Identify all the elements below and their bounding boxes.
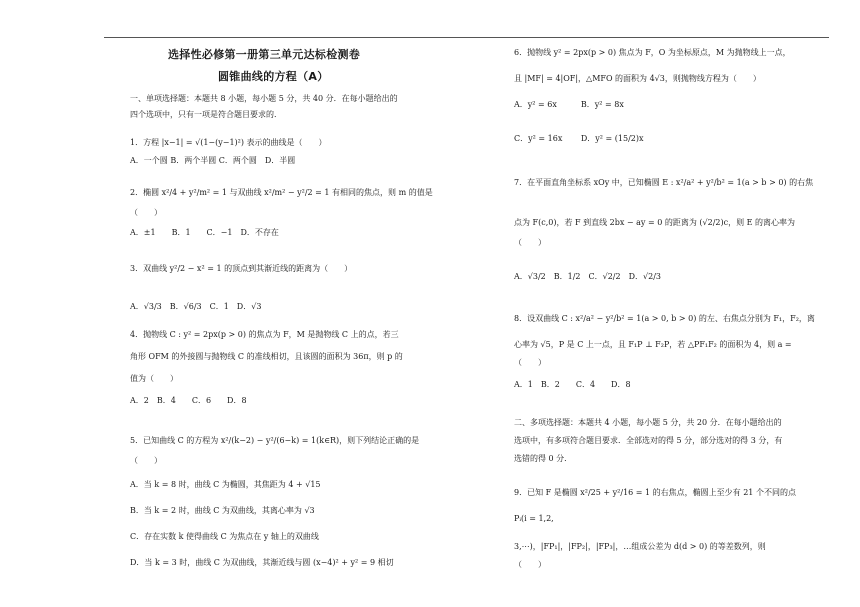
question-5-option-a: A．当 k = 8 时，曲线 C 为椭圆，其焦距为 4 + √15 <box>130 480 321 489</box>
question-6: 6．抛物线 y² = 2px(p > 0) 焦点为 F，O 为坐标原点，M 为抛物线上一点， <box>514 48 791 57</box>
question-8: 8．设双曲线 C : x²/a² − y²/b² = 1(a > 0, b > 0) 的左、右焦点分别为 F₁，F₂，离 <box>514 314 815 323</box>
exam-title: 选择性必修第一册第三单元达标检测卷 <box>168 48 361 61</box>
exam-subtitle: 圆锥曲线的方程（A） <box>218 70 329 83</box>
question-5-option-b: B．当 k = 2 时，曲线 C 为双曲线，其离心率为 √3 <box>130 506 315 515</box>
question-4-cont: 角形 OFM 的外接圆与抛物线 C 的准线相切，且该圆的面积为 36π，则 p 的 <box>130 352 403 361</box>
section-2-heading-cont: 选项中，有多项符合题目要求．全部选对的得 5 分，部分选对的得 3 分，有 <box>514 436 783 445</box>
question-1-options: A．一个圆 B．两个半圆 C．两个圆 D．半圆 <box>130 156 296 165</box>
question-2: 2．椭圆 x²/4 + y²/m² = 1 与双曲线 x²/m² − y²/2 = 1 有相同的焦点，则 m 的值是 <box>130 188 433 197</box>
question-4-value: 值为（ ） <box>130 374 178 383</box>
section-1-heading: 一、单项选择题：本题共 8 小题，每小题 5 分，共 40 分．在每小题给出的 <box>130 94 398 103</box>
question-2-paren: （ ） <box>130 208 162 217</box>
top-rule <box>104 37 829 38</box>
question-7-options: A．√3/2 B．1/2 C．√2/2 D．√2/3 <box>514 272 661 281</box>
question-5-option-d: D．当 k = 3 时，曲线 C 为双曲线，其渐近线与圆 (x−4)² + y² = 9 相切 <box>130 558 394 567</box>
question-9-point: Pᵢ(i = 1,2, <box>514 514 554 523</box>
question-8-cont: 心率为 √5，P 是 C 上一点，且 F₁P ⊥ F₂P，若 △PF₁F₂ 的面积为 4，则 a = <box>514 340 792 349</box>
section-1-heading-cont: 四个选项中，只有一项是符合题目要求的． <box>130 110 282 119</box>
question-4: 4．抛物线 C : y² = 2px(p > 0) 的焦点为 F，M 是抛物线 C 上的点，若三 <box>130 330 399 339</box>
question-3: 3．双曲线 y²/2 − x² = 1 的顶点到其渐近线的距离为（ ） <box>130 264 353 273</box>
question-9-paren: （ ） <box>514 560 546 569</box>
section-2-heading: 二、多项选择题：本题共 4 小题，每小题 5 分，共 20 分．在每小题给出的 <box>514 418 782 427</box>
question-9: 9．已知 F 是椭圆 x²/25 + y²/16 = 1 的右焦点，椭圆上至少有 21 个不同的点 <box>514 488 796 497</box>
question-6-options-cd: C．y² = 16x D．y² = (15/2)x <box>514 134 644 143</box>
question-7: 7．在平面直角坐标系 xOy 中，已知椭圆 E : x²/a² + y²/b² = 1(a > b > 0) 的右焦 <box>514 178 814 187</box>
question-8-paren: （ ） <box>514 358 546 367</box>
question-6-options-ab: A．y² = 6x B．y² = 8x <box>514 100 624 109</box>
question-9-cont: 3,⋯)，|FP₁|，|FP₂|，|FP₃|，…组成公差为 d(d > 0) 的等差数列，则 <box>514 542 766 551</box>
question-2-options: A．±1 B．1 C．−1 D．不存在 <box>130 228 279 237</box>
question-5: 5．已知曲线 C 的方程为 x²/(k−2) − y²/(6−k) = 1(k∈R)，则下列结论正确的是 <box>130 436 420 445</box>
question-3-options: A．√3/3 B．√6/3 C．1 D．√3 <box>130 302 262 311</box>
question-4-options: A．2 B．4 C．6 D．8 <box>130 396 247 405</box>
question-5-paren: （ ） <box>130 456 162 465</box>
question-7-paren: （ ） <box>514 238 546 247</box>
question-7-cont: 点为 F(c,0)，若 F 到直线 2bx − ay = 0 的距离为 (√2/2)c，则 E 的离心率为 <box>514 218 796 227</box>
question-6-cont: 且 |MF| = 4|OF|，△MFO 的面积为 4√3，则抛物线方程为（ ） <box>514 74 761 83</box>
question-8-options: A．1 B．2 C．4 D．8 <box>514 380 631 389</box>
question-5-option-c: C．存在实数 k 使得曲线 C 为焦点在 y 轴上的双曲线 <box>130 532 319 541</box>
question-1: 1．方程 |x−1| = √(1−(y−1)²) 表示的曲线是（ ） <box>130 138 327 147</box>
section-2-heading-end: 选错的得 0 分． <box>514 454 573 463</box>
